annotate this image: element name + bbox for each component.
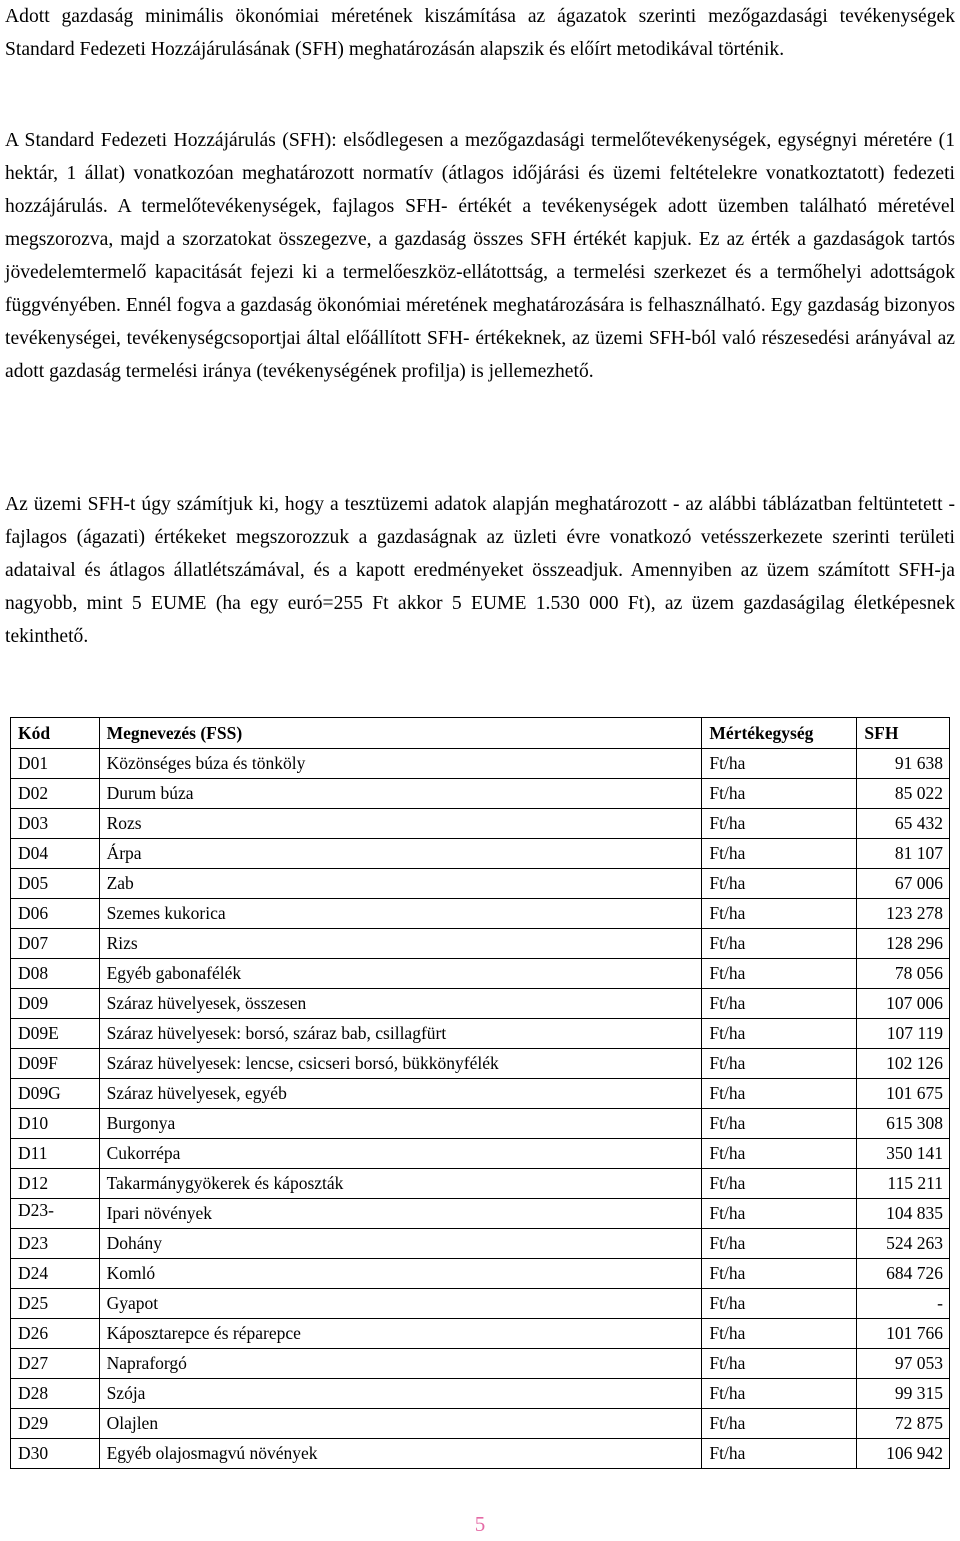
cell-sfh: - — [857, 1289, 950, 1319]
cell-kod: D08 — [11, 959, 100, 989]
table-row — [11, 749, 950, 779]
sfh-table — [10, 717, 950, 1469]
table-row — [11, 1379, 950, 1409]
table-row — [11, 779, 950, 809]
cell-megnevezes: Durum búza — [99, 779, 702, 809]
cell-kod: D25 — [11, 1289, 100, 1319]
cell-sfh: 123 278 — [857, 899, 950, 929]
table-row — [11, 899, 950, 929]
cell-mertekegyseg: Ft/ha — [702, 1289, 857, 1319]
cell-sfh: 104 835 — [857, 1199, 950, 1229]
cell-kod: D03 — [11, 809, 100, 839]
table-row — [11, 1169, 950, 1199]
cell-megnevezes: Rizs — [99, 929, 702, 959]
cell-sfh: 115 211 — [857, 1169, 950, 1199]
table-row — [11, 959, 950, 989]
table-row — [11, 1319, 950, 1349]
cell-megnevezes: Szója — [99, 1379, 702, 1409]
cell-sfh: 524 263 — [857, 1229, 950, 1259]
cell-megnevezes: Ipari növények — [99, 1199, 702, 1229]
cell-megnevezes: Árpa — [99, 839, 702, 869]
cell-kod: D30 — [11, 1439, 100, 1469]
table-row — [11, 1019, 950, 1049]
cell-sfh: 97 053 — [857, 1349, 950, 1379]
cell-kod: D26 — [11, 1319, 100, 1349]
cell-kod: D09E — [11, 1019, 100, 1049]
cell-mertekegyseg: Ft/ha — [702, 1169, 857, 1199]
paragraph-sfh-calculation: Az üzemi SFH-t úgy számítjuk ki, hogy a tesztüzemi adatok alapján meghatározott - az alábbi táblázatban feltüntetett - fajlagos (ágazati) értékeket megszorozzuk a gazdaságnak az üzleti évre vonatkozó vetésszerkezete szerinti területi adataival és átlagos állatlétszámával, és a kapott eredményeket összeadjuk. Amennyiben az üzem számított SFH-ja nagyobb, mint 5 EUME (ha egy euró=255 Ft akkor 5 EUME 1.530 000 Ft), az üzem gazdaságilag életképesnek tekinthető. — [5, 494, 955, 647]
cell-kod: D12 — [11, 1169, 100, 1199]
cell-megnevezes: Olajlen — [99, 1409, 702, 1439]
cell-megnevezes: Száraz hüvelyesek, összesen — [99, 989, 702, 1019]
cell-mertekegyseg: Ft/ha — [702, 869, 857, 899]
table-row — [11, 869, 950, 899]
cell-kod: D10 — [11, 1109, 100, 1139]
table-row — [11, 1289, 950, 1319]
table-row — [11, 1349, 950, 1379]
cell-mertekegyseg: Ft/ha — [702, 1349, 857, 1379]
cell-kod: D24 — [11, 1259, 100, 1289]
table-row — [11, 1409, 950, 1439]
cell-mertekegyseg: Ft/ha — [702, 749, 857, 779]
cell-sfh: 67 006 — [857, 869, 950, 899]
cell-sfh: 107 006 — [857, 989, 950, 1019]
table-row — [11, 989, 950, 1019]
cell-kod: D06 — [11, 899, 100, 929]
cell-mertekegyseg: Ft/ha — [702, 839, 857, 869]
cell-sfh: 684 726 — [857, 1259, 950, 1289]
cell-megnevezes: Szemes kukorica — [99, 899, 702, 929]
cell-megnevezes: Zab — [99, 869, 702, 899]
cell-mertekegyseg: Ft/ha — [702, 1379, 857, 1409]
cell-kod: D01 — [11, 749, 100, 779]
table-row — [11, 839, 950, 869]
cell-kod: D09G — [11, 1079, 100, 1109]
table-row — [11, 1229, 950, 1259]
cell-sfh: 101 766 — [857, 1319, 950, 1349]
cell-sfh: 85 022 — [857, 779, 950, 809]
table-row — [11, 1049, 950, 1079]
table-row — [11, 1439, 950, 1469]
cell-megnevezes: Napraforgó — [99, 1349, 702, 1379]
cell-mertekegyseg: Ft/ha — [702, 1259, 857, 1289]
cell-sfh: 65 432 — [857, 809, 950, 839]
cell-kod: D09F — [11, 1049, 100, 1079]
cell-mertekegyseg: Ft/ha — [702, 1199, 857, 1229]
cell-megnevezes: Közönséges búza és tönköly — [99, 749, 702, 779]
header-sfh: SFH — [857, 718, 950, 749]
cell-mertekegyseg: Ft/ha — [702, 1229, 857, 1259]
cell-mertekegyseg: Ft/ha — [702, 959, 857, 989]
header-kod: Kód — [11, 718, 100, 749]
cell-kod: D05 — [11, 869, 100, 899]
cell-mertekegyseg: Ft/ha — [702, 1109, 857, 1139]
cell-megnevezes: Gyapot — [99, 1289, 702, 1319]
cell-kod: D27 — [11, 1349, 100, 1379]
page-number: 5 — [474, 1512, 486, 1536]
cell-megnevezes: Burgonya — [99, 1109, 702, 1139]
cell-megnevezes: Egyéb gabonafélék — [99, 959, 702, 989]
cell-mertekegyseg: Ft/ha — [702, 899, 857, 929]
cell-kod: D07 — [11, 929, 100, 959]
cell-sfh: 106 942 — [857, 1439, 950, 1469]
table-body — [11, 749, 950, 1469]
cell-kod: D11 — [11, 1139, 100, 1169]
cell-sfh: 91 638 — [857, 749, 950, 779]
cell-megnevezes: Száraz hüvelyesek, egyéb — [99, 1079, 702, 1109]
cell-megnevezes: Dohány — [99, 1229, 702, 1259]
cell-sfh: 615 308 — [857, 1109, 950, 1139]
cell-mertekegyseg: Ft/ha — [702, 1019, 857, 1049]
cell-megnevezes: Egyéb olajosmagvú növények — [99, 1439, 702, 1469]
cell-mertekegyseg: Ft/ha — [702, 1049, 857, 1079]
cell-kod: D09 — [11, 989, 100, 1019]
cell-megnevezes: Száraz hüvelyesek: borsó, száraz bab, csillagfürt — [99, 1019, 702, 1049]
cell-kod: D28 — [11, 1379, 100, 1409]
table-header-row — [11, 718, 950, 749]
cell-sfh: 128 296 — [857, 929, 950, 959]
cell-mertekegyseg: Ft/ha — [702, 1079, 857, 1109]
cell-megnevezes: Takarmánygyökerek és káposzták — [99, 1169, 702, 1199]
cell-sfh: 102 126 — [857, 1049, 950, 1079]
cell-mertekegyseg: Ft/ha — [702, 1139, 857, 1169]
cell-kod: D23 — [11, 1229, 100, 1259]
table-row — [11, 1259, 950, 1289]
table-row — [11, 929, 950, 959]
table-row — [11, 1139, 950, 1169]
cell-kod: D02 — [11, 779, 100, 809]
cell-sfh: 72 875 — [857, 1409, 950, 1439]
cell-kod: D29 — [11, 1409, 100, 1439]
cell-sfh: 78 056 — [857, 959, 950, 989]
cell-mertekegyseg: Ft/ha — [702, 779, 857, 809]
cell-mertekegyseg: Ft/ha — [702, 809, 857, 839]
cell-megnevezes: Cukorrépa — [99, 1139, 702, 1169]
cell-sfh: 81 107 — [857, 839, 950, 869]
cell-megnevezes: Komló — [99, 1259, 702, 1289]
cell-mertekegyseg: Ft/ha — [702, 929, 857, 959]
cell-megnevezes: Rozs — [99, 809, 702, 839]
header-megnevezes: Megnevezés (FSS) — [99, 718, 702, 749]
cell-mertekegyseg: Ft/ha — [702, 1439, 857, 1469]
table-row — [11, 1199, 950, 1229]
cell-sfh: 101 675 — [857, 1079, 950, 1109]
paragraph-sfh-definition: A Standard Fedezeti Hozzájárulás (SFH): elsődlegesen a mezőgazdasági termelőtevékenységek, egységnyi méretére (1 hektár, 1 állat) vonatkozóan meghatározott normatív (átlagos időjárási és üzemi feltételekre vonatkoztatott) fedezeti hozzájárulás. A termelőtevékenységek, fajlagos SFH- értékét a tevékenységek adott üzemben található méretével megszorozva, majd a szorzatokat összegezve, a gazdaság összes SFH értékét kapjuk. Ez az érték a gazdaságok tartós jövedelemtermelő kapacitását fejezi ki a termelőeszköz-ellátottság, a termelési szerkezet és a termőhelyi adottságok függvényében. Ennél fogva a gazdaság ökonómiai méretének meghatározására is felhasználható. Egy gazdaság bizonyos tevékenységei, tevékenységcsoportjai által előállított SFH- értékeknek, az üzemi SFH-ból való részesedési arányával az adott gazdaság termelési iránya (tevékenységének profilja) is jellemezhető. — [5, 130, 955, 382]
cell-kod: D04 — [11, 839, 100, 869]
header-mertekegyseg: Mértékegység — [702, 718, 857, 749]
cell-sfh: 99 315 — [857, 1379, 950, 1409]
cell-megnevezes: Száraz hüvelyesek: lencse, csicseri borsó, bükkönyfélék — [99, 1049, 702, 1079]
paragraph-intro: Adott gazdaság minimális ökonómiai méretének kiszámítása az ágazatok szerinti mezőgazdasági tevékenységek Standard Fedezeti Hozzájárulásának (SFH) meghatározásán alapszik és előírt metodikával történik. — [5, 6, 955, 60]
table-row — [11, 1109, 950, 1139]
cell-megnevezes: Káposztarepce és réparepce — [99, 1319, 702, 1349]
cell-sfh: 107 119 — [857, 1019, 950, 1049]
table-row — [11, 1079, 950, 1109]
cell-kod: D23- — [11, 1199, 100, 1229]
cell-mertekegyseg: Ft/ha — [702, 1409, 857, 1439]
table-row — [11, 809, 950, 839]
cell-mertekegyseg: Ft/ha — [702, 1319, 857, 1349]
cell-mertekegyseg: Ft/ha — [702, 989, 857, 1019]
cell-sfh: 350 141 — [857, 1139, 950, 1169]
